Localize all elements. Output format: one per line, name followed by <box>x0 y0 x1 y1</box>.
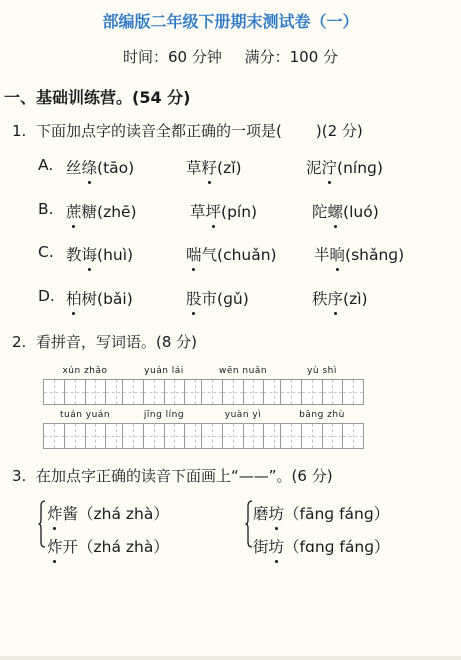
writing-grid[interactable] <box>280 379 364 405</box>
question-score: )(2 分) <box>315 122 363 140</box>
option-letter: D. <box>38 287 55 305</box>
dotted-char: 籽 <box>202 156 218 178</box>
dotted-char: 坊 <box>269 535 285 557</box>
option-word: 泥泞(nínɡ) <box>306 156 383 178</box>
page-title: 部编版二年级下册期末测试卷（一） <box>102 12 359 31</box>
question-text: 下面加点字的读音全都正确的一项是( <box>36 122 282 140</box>
dotted-char: 喘 <box>186 243 202 265</box>
question-number: 1. <box>12 122 27 140</box>
dotted-char: 炸 <box>47 535 63 557</box>
option-word: 陀螺(luó) <box>312 200 379 222</box>
pinyin-label: yuán lái <box>144 366 184 376</box>
q3-word[interactable]: 街坊（fɑnɡ fánɡ） <box>253 535 390 557</box>
dotted-char: 序 <box>328 287 344 309</box>
writing-grid[interactable] <box>280 423 364 449</box>
dotted-char: 泞 <box>322 156 338 178</box>
pinyin-label: wēn nuǎn <box>218 366 268 376</box>
q3-word[interactable]: 磨坊（fānɡ fánɡ） <box>253 502 389 524</box>
pinyin-label: tuán yuán <box>59 410 111 420</box>
dotted-char: 绦 <box>82 156 98 178</box>
dotted-char: 蔗 <box>66 200 82 222</box>
writing-grid[interactable] <box>201 379 285 405</box>
dotted-char: 坪 <box>206 200 222 222</box>
pinyin-group <box>280 410 364 449</box>
section-heading: 一、基础训练营。(54 分) <box>4 88 191 107</box>
pinyin-group <box>122 410 206 449</box>
pinyin-group <box>280 366 364 405</box>
question-2 <box>12 331 197 352</box>
question-3 <box>12 465 333 486</box>
option-letter: B. <box>38 200 54 218</box>
dotted-char: 股 <box>186 287 202 309</box>
question-1 <box>12 120 363 141</box>
full-score: 满分：100 分 <box>244 48 339 66</box>
question-number: 2. <box>12 333 27 351</box>
time-limit: 时间：60 分钟 <box>122 48 222 66</box>
option-word: 股市(ɡǔ) <box>186 287 249 309</box>
writing-grid[interactable] <box>122 379 206 405</box>
left-brace-icon <box>245 500 253 548</box>
pinyin-group <box>201 410 285 449</box>
dotted-char: 坊 <box>269 502 285 524</box>
pinyin-label: bānɡ zhù <box>299 410 345 420</box>
writing-grid[interactable] <box>43 379 127 405</box>
pinyin-label: jīnɡ línɡ <box>143 410 185 420</box>
writing-grid[interactable] <box>43 423 127 449</box>
dotted-char: 柏 <box>66 287 82 309</box>
exam-info <box>0 46 461 67</box>
q3-word[interactable]: 炸酱（zhá zhà） <box>47 502 169 524</box>
option-letter: C. <box>38 243 54 261</box>
option-word: 半晌(shǎnɡ) <box>314 243 404 265</box>
option-word: 蔗糖(zhē) <box>66 200 137 222</box>
option-word: 柏树(bǎi) <box>66 287 133 309</box>
dotted-char: 诲 <box>82 243 98 265</box>
pinyin-group <box>122 366 206 405</box>
option-word: 草籽(zǐ) <box>186 156 242 178</box>
writing-grid[interactable] <box>201 423 285 449</box>
option-word: 秩序(zì) <box>312 287 368 309</box>
dotted-char: 螺 <box>328 200 344 222</box>
question-number: 3. <box>12 467 27 485</box>
question-text: 看拼音，写词语。(8 分) <box>36 333 198 351</box>
pinyin-label: xún zhǎo <box>62 366 108 376</box>
left-brace-icon <box>38 500 46 548</box>
q3-word[interactable]: 炸开（zhá zhà） <box>47 535 169 557</box>
option-word: 喘气(chuǎn) <box>186 243 277 265</box>
pinyin-group <box>201 366 285 405</box>
writing-grid[interactable] <box>122 423 206 449</box>
dotted-char: 晌 <box>330 243 346 265</box>
option-word: 草坪(pín) <box>190 200 257 222</box>
page-bottom-edge <box>0 656 461 660</box>
pinyin-group <box>43 366 127 405</box>
dotted-char: 炸 <box>47 502 63 524</box>
pinyin-label: yuàn yì <box>224 410 262 420</box>
option-letter: A. <box>38 156 54 174</box>
pinyin-label: yù shì <box>307 366 337 376</box>
pinyin-group <box>43 410 127 449</box>
option-word: 教诲(huì) <box>66 243 133 265</box>
question-text: 在加点字正确的读音下面画上“——”。(6 分) <box>36 467 333 485</box>
option-word: 丝绦(tāo) <box>66 156 134 178</box>
